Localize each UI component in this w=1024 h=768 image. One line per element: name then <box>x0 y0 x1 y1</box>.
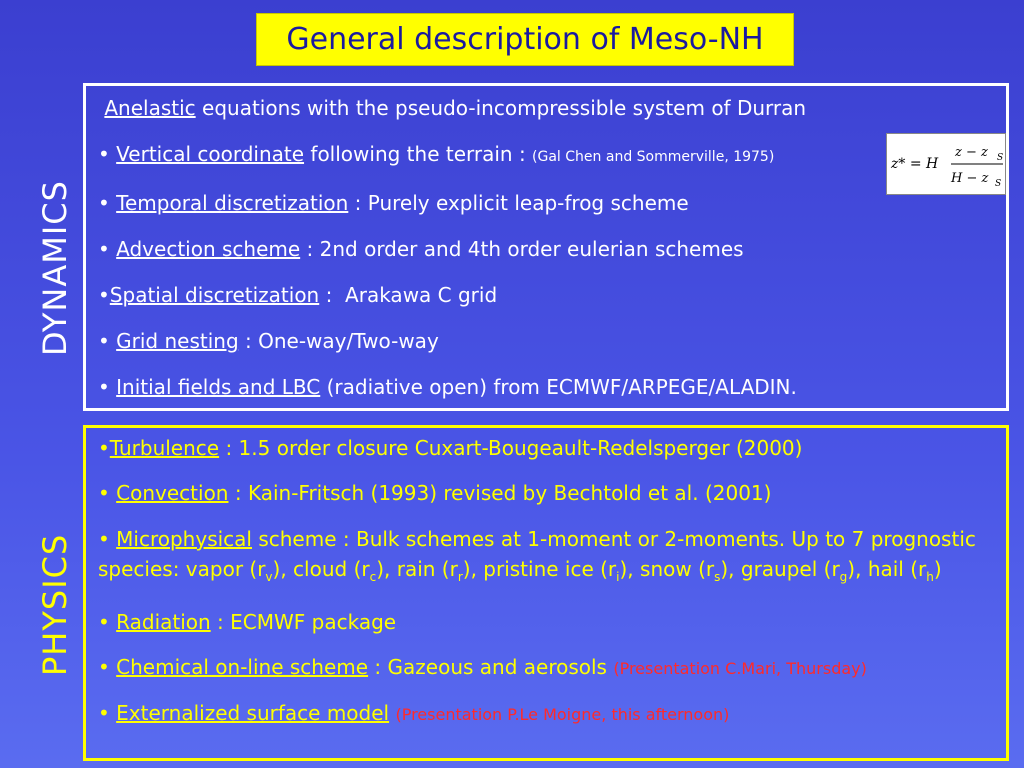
item-text: ), pristine ice (r <box>462 557 617 581</box>
slide-title: General description of Meso-NH <box>256 13 794 66</box>
terrain-formula <box>886 133 1006 195</box>
species-subscript: i <box>616 570 620 584</box>
item-text: ), snow (r <box>619 557 715 581</box>
item-link[interactable]: Spatial discretization <box>109 283 320 307</box>
bullet: • <box>98 436 110 460</box>
item-link[interactable]: Anelastic <box>104 96 196 120</box>
list-item <box>98 327 996 356</box>
item-link[interactable]: Vertical coordinate <box>116 142 305 166</box>
item-text: scheme : Bulk schemes at 1-moment or 2-moments. Up to 7 prognostic species: vapor (r <box>98 527 976 581</box>
species-subscript: v <box>265 570 273 584</box>
list-item <box>98 608 996 637</box>
list-item <box>98 94 996 123</box>
species-subscript: c <box>369 570 377 584</box>
item-text: : 1.5 order closure Cuxart-Bougeault-Redelsperger (2000) <box>219 436 803 460</box>
list-item <box>98 235 996 264</box>
item-text: ), graupel (r <box>720 557 840 581</box>
item-text: : 2nd order and 4th order eulerian schemes <box>300 237 744 261</box>
physics-label: PHYSICS <box>36 533 74 676</box>
formula-den-sub: S <box>995 179 1002 189</box>
item-link[interactable]: Radiation <box>116 610 211 634</box>
formula-num-sub: S <box>997 153 1004 163</box>
item-text: ), cloud (r <box>272 557 370 581</box>
bullet: • <box>98 610 117 634</box>
presentation-note: (Presentation C.Mari, Thursday) <box>613 659 867 678</box>
species-subscript: g <box>839 570 848 584</box>
item-link[interactable]: Initial fields and LBC <box>116 375 321 399</box>
list-item <box>98 699 996 729</box>
list-item <box>98 524 996 592</box>
item-link[interactable]: Convection <box>116 481 229 505</box>
item-text: : Arakawa C grid <box>319 283 498 307</box>
species-subscript: r <box>457 570 463 584</box>
bullet: • <box>98 329 117 353</box>
bullet: • <box>98 701 117 725</box>
item-link[interactable]: Grid nesting <box>116 329 239 353</box>
item-text: equations with the pseudo-incompressible system of Durran <box>195 96 807 120</box>
list-item <box>98 281 996 310</box>
item-text: following the terrain : <box>304 142 533 166</box>
item-link[interactable]: Externalized surface model <box>116 701 390 725</box>
species-subscript: h <box>926 570 934 584</box>
formula-numerator: z − z <box>955 145 988 160</box>
list-item <box>98 189 996 218</box>
list-item <box>98 140 996 172</box>
list-item <box>98 434 996 463</box>
item-text: : Purely explicit leap-frog scheme <box>348 191 689 215</box>
item-link[interactable]: Temporal discretization <box>116 191 349 215</box>
item-text: ), rain (r <box>376 557 458 581</box>
bullet: • <box>98 481 117 505</box>
list-item <box>98 479 996 508</box>
item-text: : Kain-Fritsch (1993) revised by Bechtold et al. (2001) <box>228 481 772 505</box>
item-text: : ECMWF package <box>210 610 397 634</box>
item-text: ), hail (r <box>847 557 927 581</box>
formula-lhs: z* = H <box>891 156 939 172</box>
presentation-note: (Presentation P.Le Moigne, this afternoon) <box>395 705 730 724</box>
item-text: ) <box>933 557 942 581</box>
item-link[interactable]: Advection scheme <box>116 237 301 261</box>
formula-denominator: H − z <box>951 171 989 186</box>
bullet: • <box>98 142 117 166</box>
species-subscript: s <box>714 570 721 584</box>
bullet: • <box>98 237 117 261</box>
item-text: : Gazeous and aerosols <box>368 655 614 679</box>
item-text: : One-way/Two-way <box>238 329 439 353</box>
list-item <box>98 653 996 683</box>
item-link[interactable]: Turbulence <box>109 436 220 460</box>
item-text: (radiative open) from ECMWF/ARPEGE/ALADIN. <box>320 375 797 399</box>
physics-panel <box>83 425 1009 761</box>
list-item <box>98 373 996 402</box>
dynamics-label: DYNAMICS <box>36 180 74 356</box>
bullet: • <box>98 375 117 399</box>
bullet: • <box>98 655 117 679</box>
citation: (Gal Chen and Sommerville, 1975) <box>532 149 775 165</box>
dynamics-panel <box>83 83 1009 411</box>
item-link[interactable]: Microphysical <box>116 527 252 551</box>
item-link[interactable]: Chemical on-line scheme <box>116 655 369 679</box>
bullet: • <box>98 283 110 307</box>
bullet: • <box>98 527 117 551</box>
bullet: • <box>98 191 117 215</box>
